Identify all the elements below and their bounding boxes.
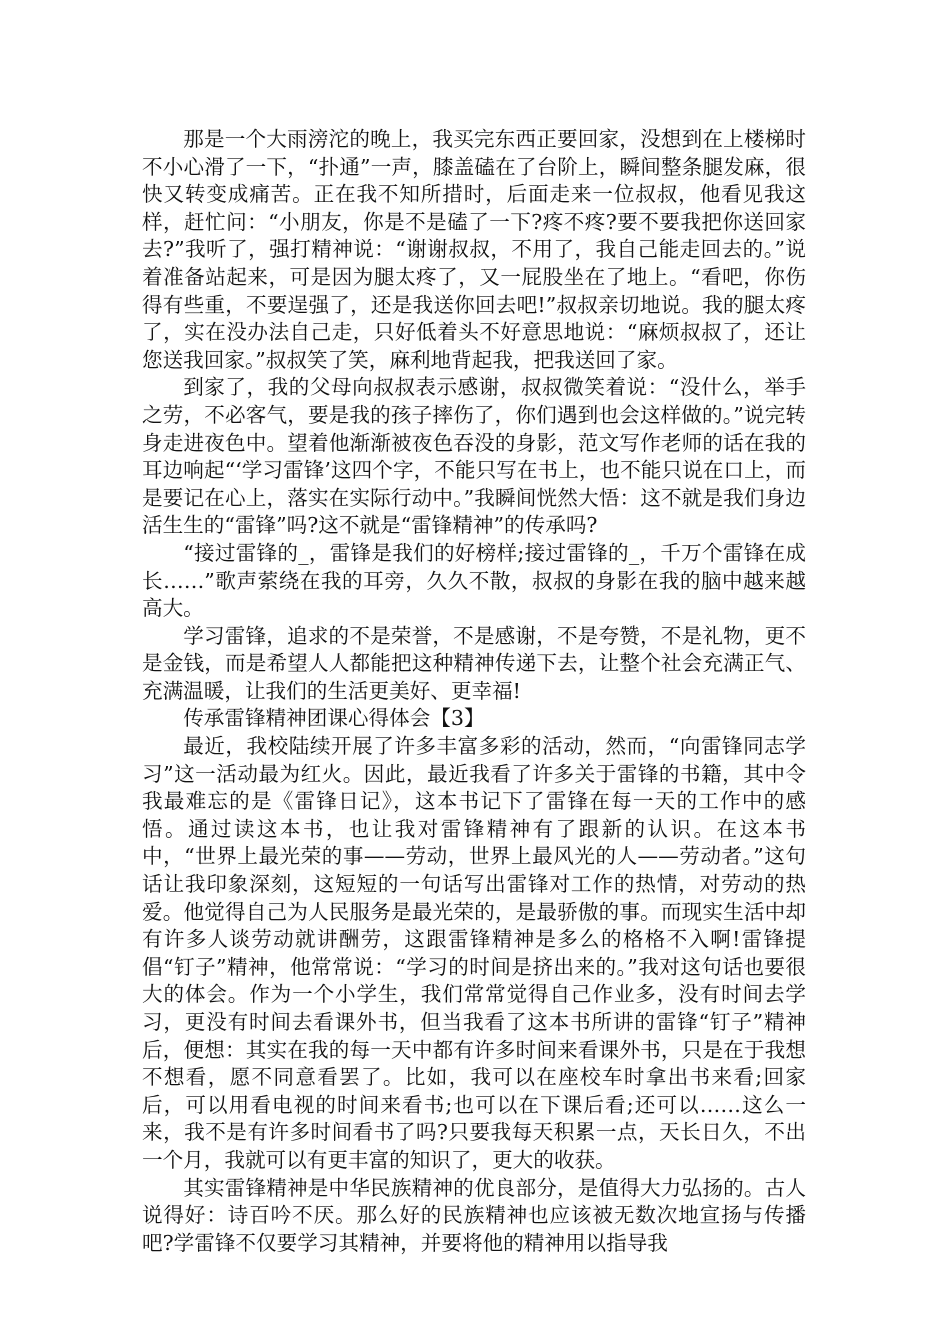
paragraph-learn-leifeng: 学习雷锋，追求的不是荣誉，不是感谢，不是夸赞，不是礼物，更不是金钱，而是希望人人都能把这种精神传递下去，让整个社会充满正气、充满温暖，让我们的生活更美好、更幸福! bbox=[142, 623, 806, 703]
document-body bbox=[142, 126, 806, 1257]
section-heading: 传承雷锋精神团课心得体会【3】 bbox=[183, 706, 485, 731]
paragraph-diary: 最近，我校陆续开展了许多丰富多彩的活动，然而，“向雷锋同志学习”这一活动最为红火。因此，最近我看了许多关于雷锋的书籍，其中令我最难忘的是《雷锋日记》，这本书记下了雷锋在每一天的工作中的感悟。通过读这本书，也让我对雷锋精神有了跟新的认识。在这本书中，“世界上最光荣的事——劳动，世界上最风光的人——劳动者。”这句话让我印象深刻，这短短的一句话写出雷锋对工作的热情，对劳动的热爱。他觉得自己为人民服务是最光荣的，是最骄傲的事。而现实生活中却有许多人谈劳动就讲酬劳，这跟雷锋精神是多么的格格不入啊!雷锋提倡“钉子”精神，他常常说：“学习的时间是挤出来的。”我对这句话也要很大的体会。作为一个小学生，我们常常觉得自己作业多，没有时间去学习，更没有时间去看课外书，但当我看了这本书所讲的雷锋“钉子”精神后，便想：其实在我的每一天中都有许多时间来看课外书，只是在于我想不想看，愿不同意看罢了。比如，我可以在座校车时拿出书来看;回家后，可以用看电视的时间来看书;也可以在下课后看;还可以……这么一来，我不是有许多时间看书了吗?只要我每天积累一点，天长日久，不出一个月，我就可以有更丰富的知识了，更大的收获。 bbox=[142, 734, 806, 1172]
paragraph-rainy-night: 那是一个大雨滂沱的晚上，我买完东西正要回家，没想到在上楼梯时不小心滑了一下，“扑通”一声，膝盖磕在了台阶上，瞬间整条腿发麻，很快又转变成痛苦。正在我不知所措时，后面走来一位叔叔，他看见我这样，赶忙问：“小朋友，你是不是磕了一下?疼不疼?要不要我把你送回家去?”我听了，强打精神说：“谢谢叔叔，不用了，我自己能走回去的。”说着准备站起来，可是因为腿太疼了，又一屁股坐在了地上。“看吧，你伤得有些重，不要逞强了，还是我送你回去吧!”叔叔亲切地说。我的腿太疼了，实在没办法自己走，只好低着头不好意思地说：“麻烦叔叔了，还让您送我回家。”叔叔笑了笑，麻利地背起我，把我送回了家。 bbox=[142, 127, 806, 372]
paragraph-arrive-home: 到家了，我的父母向叔叔表示感谢，叔叔微笑着说：“没什么，举手之劳，不必客气，要是我的孩子摔伤了，你们遇到也会这样做的。”说完转身走进夜色中。望着他渐渐被夜色吞没的身影，范文写作老师的话在我的耳边响起“‘学习雷锋’这四个字，不能只写在书上，也不能只说在口上，而是要记在心上，落实在实际行动中。”我瞬间恍然大悟：这不就是我们身边活生生的“雷锋”吗?这不就是“雷锋精神”的传承吗? bbox=[142, 375, 806, 538]
paragraph-song: “接过雷锋的_，雷锋是我们的好榜样;接过雷锋的_，千万个雷锋在成长……”歌声萦绕在我的耳旁，久久不散，叔叔的身影在我的脑中越来越高大。 bbox=[142, 540, 806, 621]
paragraph-national-spirit: 其实雷锋精神是中华民族精神的优良部分，是值得大力弘扬的。古人说得好：诗百吟不厌。那么好的民族精神也应该被无数次地宣扬与传播吧?学雷锋不仅要学习其精神，并要将他的精神用以指导我 bbox=[142, 1175, 806, 1255]
